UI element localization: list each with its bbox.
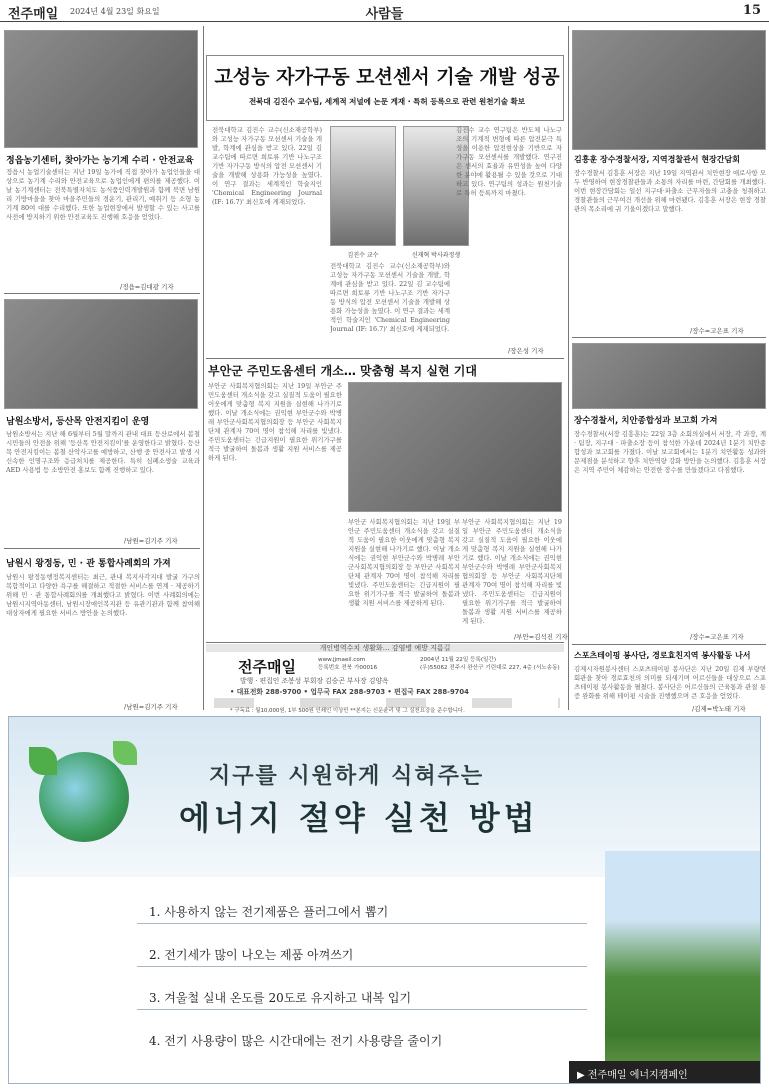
column-rule: [568, 26, 569, 710]
energy-campaign-ad: [8, 716, 761, 1084]
divider: [137, 966, 587, 967]
masthead-reg: 등록번호 전북 가00016: [318, 665, 378, 671]
professor-portrait: [330, 126, 396, 246]
masthead-address: (우)55062 전주시 완산구 기린대로 227, 4층 (서노송동): [420, 665, 560, 671]
article-byline: /장수=고은표 기자: [690, 633, 744, 641]
opening-ceremony-photo: [348, 382, 562, 512]
article-title: 남원소방서, 등산목 안전지킴이 운영: [6, 417, 150, 427]
page-number: 15: [742, 3, 761, 18]
article-byline: /정읍=김대광 기자: [120, 283, 174, 291]
article-body: 김제시자원봉사센터 스포츠테이핑 봉사단은 지난 20일 김제 부량면 회관을 찾아 경로효친의 의미를 되새기며 어르신들을 대상으로 스포츠테이핑 봉사활동을 펼쳤다. 봉사단은 어르신들의 근육통과 관절 통증 완화를 위해 테이핑 시술을 진행했으며 큰 호응을 얻었다.: [574, 665, 766, 700]
article-byline: /김제=박노태 기자: [692, 705, 746, 713]
mid-body-2: 부안군 사회복지협의회는 지난 19일 부안군 주민도움센터 개소식을 갖고 실질적 도움이 필요한 이웃에게 맞춤형 복지 지원을 실현해 나가기로 했다. 이날 개소식에는 권익현 부안군수와 박병래 부안군사회복지협의회장 등 부안군 사회복지단체 관계자 70여 명이 참석해 자리를 빛냈다. 주민도움센터는 긴급지원이 필요한 위기가구를 적극 발굴하여 돌봄과 생활 지원 서비스를 제공하게 된다.: [348, 518, 460, 607]
divider: [572, 337, 766, 338]
divider: [572, 644, 766, 645]
main-body-left: 전북대학교 김진수 교수(신소재공학부)와 고성능 자가구동 모션센서 기술을 개발, 학계에 관심을 받고 있다. 22일 김 교수팀에 따르면 희토류 기반 나노구조 기반 자가구동 방식의 압전 모션센서 기술을 개발해 상용화 가능성을 높였다. 이 연구 결과는 세계적인 학술지인 'Chemical Engineering Journal (IF: 16.7)' 최신호에 게재되었다.: [212, 126, 322, 206]
ad-item: 1. 사용하지 않는 전기제품은 플러그에서 뽑기: [149, 905, 389, 919]
ad-item: 2. 전기세가 많이 나오는 제품 아껴쓰기: [149, 948, 354, 962]
masthead-staff: 발행 · 편집인 조봉성 부회장 김승곤 부사장 김양옥: [240, 677, 389, 685]
divider: [137, 1009, 587, 1010]
article-body: 정읍시 농업기술센터는 지난 19일 농가에 직접 찾아가 농업인들을 대상으로 농기계 수리와 안전교육으로 농업인에게 편의를 제공했다. 이날 농기계센터는 전북특별자치도 농식품인력개발원과 함께 북면 남원리 기방마을을 찾아 마을주민들의 경운기, 관리기, 예취기 등 소형 농기계 80여 대를 수리했다. 또한 농업현장에서 발생할 수 있는 사고를 사전에 방지하기 위한 안전교육도 진행해 호응을 얻었다.: [6, 168, 200, 221]
mid-headline: 부안군 주민도움센터 개소… 맞춤형 복지 실현 기대: [208, 364, 477, 378]
leaf-icon: [29, 747, 57, 775]
divider: [137, 923, 587, 924]
article-byline: /남원=김기주 기자: [124, 703, 178, 711]
ad-item: 3. 겨울철 실내 온도를 20도로 유지하고 내복 입기: [149, 991, 412, 1005]
article-body: 남원소방서는 지난 해 6월부터 5월 말까지 관내 대표 등산로에서 봄철 시민들의 안전을 위해 '등산목 안전지킴이'를 운영한다고 밝혔다. 등산목 안전지킴이는 봄철 산악사고를 예방하고, 산행 중 안전사고 발생 시 신속한 인명구조와 응급처치를 제공한다. 특히 심폐소생술 교육과 AED 사용법 등 소방안전 홍보도 함께 진행하고 있다.: [6, 430, 200, 474]
article-title: 스포츠테이핑 봉사단, 경로효친지역 봉사활동 나서: [574, 651, 751, 660]
ad-list: [149, 903, 442, 1075]
divider: [206, 642, 564, 643]
police-meeting-photo: [572, 343, 766, 409]
article-title: 김흥훈 장수경찰서장, 지역경찰관서 현장간담회: [574, 155, 740, 164]
main-headline: 고성능 자가구동 모션센서 기술 개발 성공: [214, 66, 560, 88]
farm-machinery-photo: [4, 30, 198, 148]
trail-safety-photo: [4, 299, 198, 409]
article-byline: /장수=고은표 기자: [690, 327, 744, 335]
masthead-contacts: • 대표전화 288-9700 • 업무국 FAX 288-9703 • 편집국 FAX 288-9704: [230, 688, 469, 696]
mid-byline: /부안=김석진 기자: [514, 633, 568, 641]
paper-name: 전주매일: [8, 7, 59, 22]
ad-title-2: 에너지 절약 실천 방법: [179, 799, 539, 837]
article-body: 장수경찰서 김흥훈 서장은 지난 19일 지역관서 치안현장 애로사항 모두 반영하여 현장경찰관들과 소통의 자리를 마련, 간담회를 개최했다. 이번 현장간담회는 일선 지구대·파출소 근무자들의 고충을 청취하고 경찰관들의 근무여건 개선을 위해 마련됐다. 김흥훈 서장은 현장 경찰관의 목소리에 귀 기울이겠다고 말했다.: [574, 169, 766, 213]
article-title: 남원시 왕정동, 민 · 관 통합사례회의 가져: [6, 559, 171, 569]
mid-body-3: 부안군 사회복지협의회는 지난 19일 부안군 주민도움센터 개소식을 갖고 실질적 도움이 필요한 이웃에게 맞춤형 복지 지원을 실현해 나가기로 했다. 이날 개소식에는 권익현 부안군수와 박병래 부안군사회복지협의회장 등 부안군 사회복지단체 관계자 70여 명이 참석해 자리를 빛냈다. 주민도움센터는 긴급지원이 필요한 위기가구를 적극 발굴하여 돌봄과 생활 지원 서비스를 제공하게 된다.: [462, 518, 562, 625]
divider: [4, 293, 200, 294]
article-body: 장수경찰서(서장 김흥훈)는 22일 3층 소회의실에서 서장, 각 과장, 계 · 팀장, 지구대 · 파출소장 등이 참석한 가운데 2024년 1분기 치안종합성과 보고회를 가졌다. 이날 보고회에서는 1분기 치안활동 성과와 문제점을 분석하고 향후 치안역량 강화 방안을 논의했다. 김흥훈 서장은 지역 주민이 체감하는 안전한 장수를 만들겠다고 다짐했다.: [574, 430, 766, 474]
ad-title-1: 지구를 시원하게 식혀주는: [209, 764, 485, 789]
section-title: 사람들: [365, 7, 404, 22]
leaf-icon: [113, 741, 137, 765]
police-group-photo: [572, 30, 766, 150]
masthead-site: www.jjmaeil.com: [318, 657, 366, 663]
divider: [4, 548, 200, 549]
masthead-date: 2004년 11월 22일 등록(일간): [420, 657, 496, 663]
issue-date: 2024년 4월 23일 화요일: [70, 7, 160, 16]
ad-item: 4. 전기 사용량이 많은 시간대에는 전기 사용량을 줄이기: [149, 1034, 443, 1048]
masthead-footer: * 구독료 : 월10,000원, 1부 500원 인쇄인 이상민 **본지는 신문윤리 및 그 실천요강을 준수합니다.: [230, 708, 465, 714]
ad-footer: ▶ 전주매일 에너지캠페인: [569, 1061, 761, 1084]
photo-caption: 신재혁 박사과정생: [411, 252, 461, 259]
masthead-name: 전주매일: [238, 658, 296, 676]
masthead-slogan: 개인병역수치 생활화… 감염병 예방 지름길: [206, 644, 564, 652]
main-body-right: 김진수 교수 연구팀은 반도체 나노구조의 기계적 변형에 따른 압전분극 특성을 이용한 압전현상을 기반으로 자가구동 모션센서를 개발했다. 연구진은 센서의 효율과 유연성을 높여 다양한 분야에 활용될 수 있을 것으로 기대하고 있다. 연구팀의 성과는 원천기술로 특허 등록까지 마쳤다.: [456, 126, 562, 197]
tree-photo: [605, 851, 761, 1081]
main-subtitle: 전북대 김진수 교수팀, 세계적 저널에 논문 게재 · 특허 등록으로 관련 원천기술 확보: [248, 97, 526, 106]
mid-body: 부안군 사회복지협의회는 지난 19일 부안군 주민도움센터 개소식을 갖고 실질적 도움이 필요한 이웃에게 맞춤형 복지 지원을 실현해 나가기로 했다. 이날 개소식에는 권익현 부안군수와 박병래 부안군사회복지협의회장 등 부안군 사회복지단체 관계자 70여 명이 참석해 자리를 빛냈다. 주민도움센터는 긴급지원이 필요한 위기가구를 적극 발굴하여 돌봄과 생활 지원 서비스를 제공하게 된다.: [208, 382, 342, 462]
article-body: 남원시 왕정동행정복지센터는 최근, 관내 복지사각지대 발굴 가구의 복합적이고 다양한 욕구를 해결하고 적절한 서비스를 연계 · 제공하기 위해 민 · 관 통합사례회의를 개최했다고 밝혔다. 이번 사례회의에는 남원시지역아동센터, 남원시장애인복지관 등 유관기관과 함께 참여해 대상자에게 필요한 서비스 방안을 논의했다.: [6, 573, 200, 617]
page-header: [0, 0, 769, 22]
main-byline: /장은성 기자: [508, 347, 544, 355]
main-body-mid: 전북대학교 김진수 교수(신소재공학부)와 고성능 자가구동 모션센서 기술을 개발, 학계에 관심을 받고 있다. 22일 김 교수팀에 따르면 희토류 기반 나노구조 기반 자가구동 방식의 압전 모션센서 기술을 개발해 상용화 가능성을 높였다. 이 연구 결과는 세계적인 학술지인 'Chemical Engineering Journal (IF: 16.7)' 최신호에 게재되었다.: [330, 262, 450, 333]
article-byline: /남원=김기주 기자: [124, 537, 178, 545]
article-title: 정읍농기센터, 찾아가는 농기계 수리 · 안전교육: [6, 156, 194, 166]
photo-caption: 김진수 교수: [347, 252, 379, 259]
column-rule: [203, 26, 204, 710]
article-title: 장수경찰서, 치안종합성과 보고회 가져: [574, 416, 718, 426]
divider: [206, 358, 564, 359]
